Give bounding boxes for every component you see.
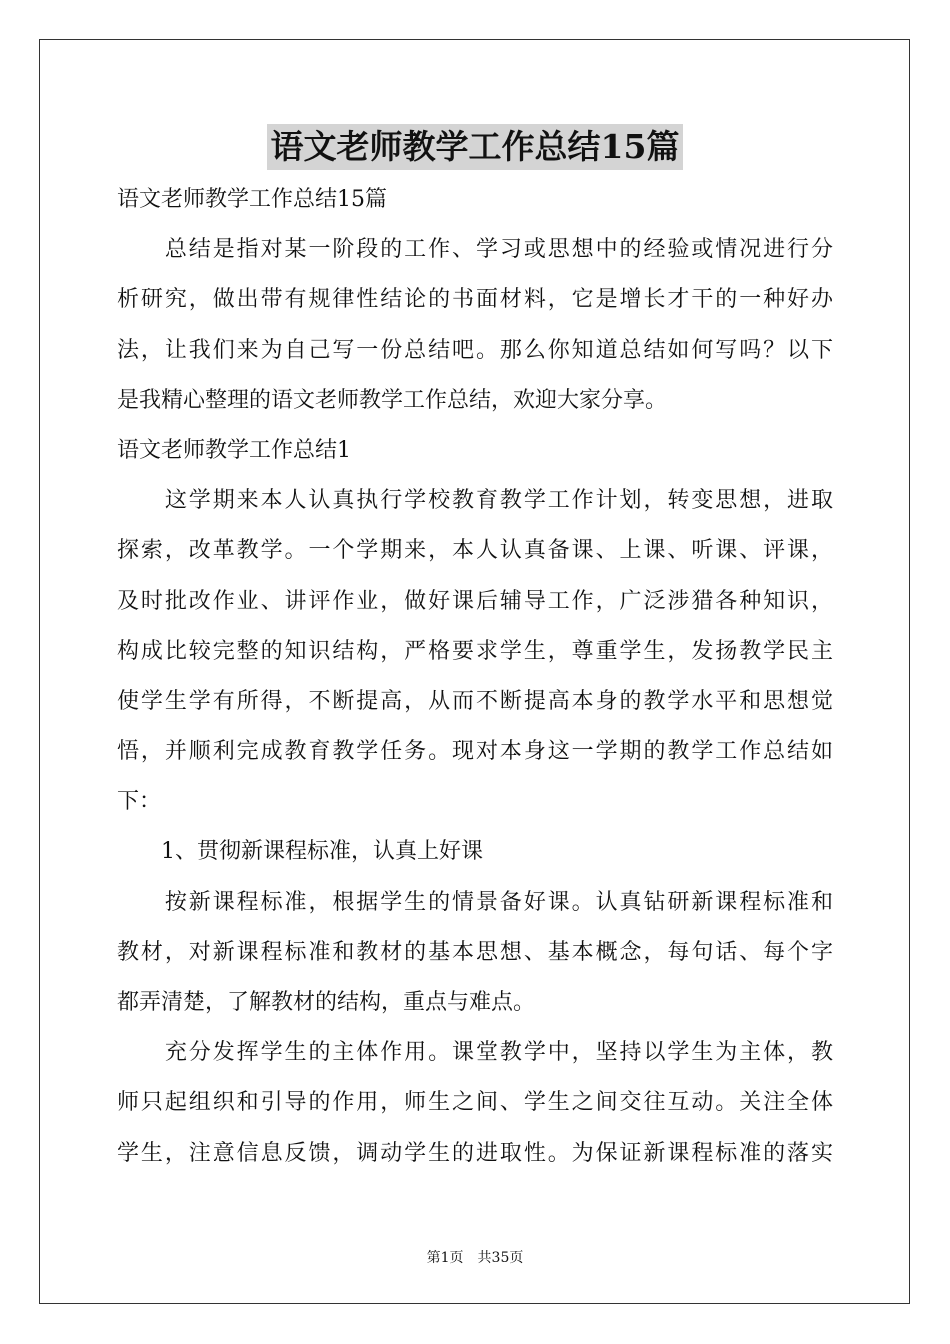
body-line: 析研究，做出带有规律性结论的书面材料，它是增长才干的一种好办 (117, 287, 833, 313)
body-line: 使学生学有所得，不断提高，从而不断提高本身的教学水平和思想觉 (117, 688, 833, 714)
body-line: 语文老师教学工作总结15篇 (117, 187, 387, 212)
document-title: 语文老师教学工作总结15篇 (267, 124, 684, 170)
body-line: 充分发挥学生的主体作用。课堂教学中，坚持以学生为主体，教 (117, 1040, 833, 1066)
body-line: 法，让我们来为自己写一份总结吧。那么你知道总结如何写吗？以下 (117, 337, 833, 363)
body-line: 下： (117, 789, 162, 815)
body-line: 都弄清楚，了解教材的结构，重点与难点。 (117, 990, 536, 1015)
body-line: 按新课程标准，根据学生的情景备好课。认真钻研新课程标准和 (117, 889, 833, 915)
body-line: 师只起组织和引导的作用，师生之间、学生之间交往互动。关注全体 (117, 1090, 833, 1116)
body-line: 总结是指对某一阶段的工作、学习或思想中的经验或情况进行分 (117, 237, 833, 263)
body-line: 教材，对新课程标准和教材的基本思想、基本概念，每句话、每个字 (117, 939, 833, 965)
body-line: 这学期来本人认真执行学校教育教学工作计划，转变思想，进取 (117, 488, 833, 514)
page-number: 第1页 (426, 1250, 464, 1266)
page-footer (0, 1247, 950, 1267)
body-line: 是我精心整理的语文老师教学工作总结，欢迎大家分享。 (117, 387, 668, 413)
body-line: 学生，注意信息反馈，调动学生的进取性。为保证新课程标准的落实 (117, 1140, 833, 1166)
body-line: 及时批改作业、讲评作业，做好课后辅导工作，广泛涉猎各种知识， (117, 588, 833, 614)
body-line: 语文老师教学工作总结1 (117, 437, 351, 463)
body-line: 1、贯彻新课程标准，认真上好课 (117, 839, 483, 865)
page-total: 共35页 (477, 1250, 524, 1266)
body-line: 悟，并顺利完成教育教学任务。现对本身这一学期的教学工作总结如 (117, 739, 833, 765)
title-container (0, 124, 950, 170)
body-line: 探索，改革教学。一个学期来，本人认真备课、上课、听课、评课， (117, 538, 833, 564)
body-line: 构成比较完整的知识结构，严格要求学生，尊重学生，发扬教学民主 (117, 638, 833, 664)
document-body (117, 175, 833, 1179)
